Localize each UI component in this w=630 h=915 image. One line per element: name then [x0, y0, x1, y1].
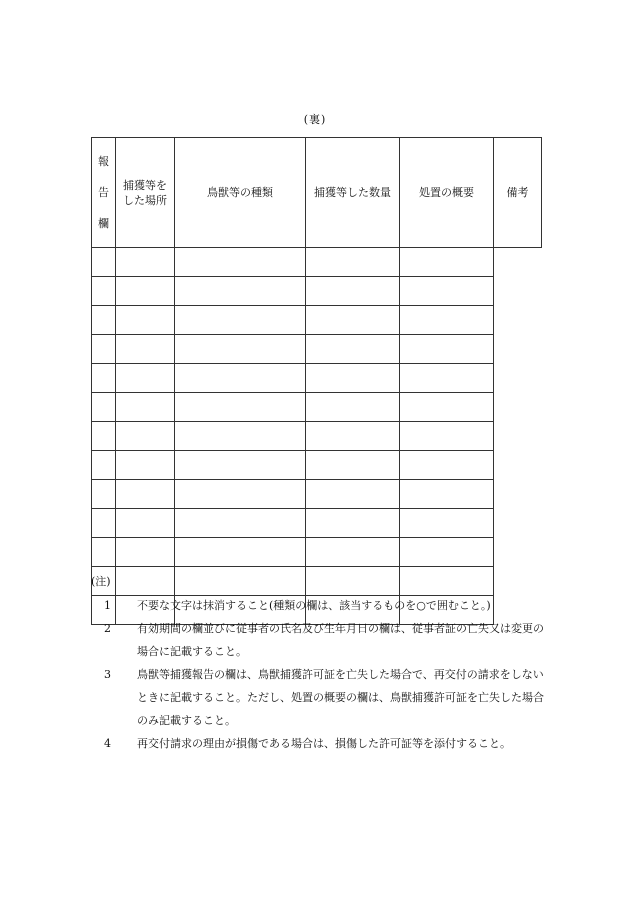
table-row — [92, 306, 542, 335]
table-row — [92, 248, 542, 277]
table-cell[interactable] — [175, 335, 306, 364]
table-cell[interactable] — [400, 451, 494, 480]
table-cell[interactable] — [400, 480, 494, 509]
header-remarks: 備考 — [494, 138, 542, 248]
note-text: 有効期間の欄並びに従事者の氏名及び生年月日の欄は、従事者証の亡失又は変更の場合に記載すること。 — [137, 622, 544, 658]
note-item — [91, 594, 553, 617]
table-cell[interactable] — [92, 277, 116, 306]
table-cell[interactable] — [306, 451, 400, 480]
table-cell[interactable] — [116, 451, 175, 480]
note-number: 2 — [104, 622, 111, 635]
note-text: 再交付請求の理由が損傷である場合は、損傷した許可証等を添付すること。 — [137, 737, 511, 750]
header-quantity: 捕獲等した数量 — [306, 138, 400, 248]
table-cell[interactable] — [306, 364, 400, 393]
table-cell[interactable] — [116, 509, 175, 538]
table-cell[interactable] — [400, 509, 494, 538]
table-cell[interactable] — [92, 335, 116, 364]
table-cell[interactable] — [116, 335, 175, 364]
report-table — [91, 137, 542, 625]
table-cell[interactable] — [400, 422, 494, 451]
page-title: (裏) — [303, 113, 327, 126]
table-cell[interactable] — [306, 306, 400, 335]
table-cell[interactable] — [92, 422, 116, 451]
table-cell[interactable] — [175, 538, 306, 567]
header-disposal: 処置の概要 — [400, 138, 494, 248]
notes-heading: (注) — [91, 575, 111, 588]
table-cell[interactable] — [175, 509, 306, 538]
table-cell[interactable] — [306, 335, 400, 364]
table-cell[interactable] — [92, 538, 116, 567]
table-cell[interactable] — [175, 277, 306, 306]
table-cell[interactable] — [175, 393, 306, 422]
table-cell[interactable] — [116, 364, 175, 393]
report-label-char: 報 — [98, 155, 109, 168]
note-number: 1 — [104, 599, 111, 612]
table-cell[interactable] — [306, 538, 400, 567]
note-text: 不要な文字は抹消すること(種類の欄は、該当するものを○で囲むこと。) — [137, 599, 491, 612]
table-cell[interactable] — [175, 422, 306, 451]
table-cell[interactable] — [175, 306, 306, 335]
note-number: 4 — [104, 737, 111, 750]
table-row — [92, 538, 542, 567]
table-cell[interactable] — [400, 277, 494, 306]
table-cell[interactable] — [116, 480, 175, 509]
table-cell[interactable] — [92, 364, 116, 393]
table-row — [92, 451, 542, 480]
table-row — [92, 393, 542, 422]
table-cell[interactable] — [116, 538, 175, 567]
table-cell[interactable] — [400, 306, 494, 335]
table-row — [92, 277, 542, 306]
table-row — [92, 335, 542, 364]
table-cell[interactable] — [92, 248, 116, 277]
table-cell[interactable] — [400, 364, 494, 393]
table-cell[interactable] — [175, 451, 306, 480]
table-cell[interactable] — [92, 480, 116, 509]
table-cell[interactable] — [400, 538, 494, 567]
table-cell[interactable] — [175, 364, 306, 393]
note-item — [91, 617, 553, 663]
table-cell[interactable] — [400, 393, 494, 422]
table-cell[interactable] — [92, 509, 116, 538]
table-row — [92, 509, 542, 538]
table-cell[interactable] — [175, 480, 306, 509]
table-cell[interactable] — [306, 509, 400, 538]
table-cell[interactable] — [306, 422, 400, 451]
table-cell[interactable] — [116, 248, 175, 277]
table-row — [92, 422, 542, 451]
table-cell[interactable] — [306, 277, 400, 306]
report-section-label — [92, 138, 116, 248]
table-row — [92, 364, 542, 393]
table-cell[interactable] — [92, 451, 116, 480]
table-cell[interactable] — [116, 277, 175, 306]
table-cell[interactable] — [92, 393, 116, 422]
header-capture-place: 捕獲等をした場所 — [116, 138, 175, 248]
note-item — [91, 663, 553, 732]
table-cell[interactable] — [116, 306, 175, 335]
note-item — [91, 732, 553, 755]
table-cell[interactable] — [306, 248, 400, 277]
table-cell[interactable] — [306, 480, 400, 509]
table-cell[interactable] — [92, 306, 116, 335]
note-text: 鳥獣等捕獲報告の欄は、鳥獣捕獲許可証を亡失した場合で、再交付の請求をしないときに記載すること。ただし、処置の概要の欄は、鳥獣捕獲許可証を亡失した場合のみ記載すること。 — [137, 668, 544, 727]
table-cell[interactable] — [116, 393, 175, 422]
notes-section — [91, 570, 553, 755]
report-label-char: 告 — [98, 186, 109, 199]
table-cell[interactable] — [306, 393, 400, 422]
report-label-char: 欄 — [98, 217, 109, 230]
table-cell[interactable] — [400, 335, 494, 364]
note-number: 3 — [104, 668, 111, 681]
table-header-row — [92, 138, 542, 248]
table-row — [92, 480, 542, 509]
table-cell[interactable] — [400, 248, 494, 277]
table-cell[interactable] — [116, 422, 175, 451]
header-species: 鳥獣等の種類 — [175, 138, 306, 248]
table-cell[interactable] — [175, 248, 306, 277]
